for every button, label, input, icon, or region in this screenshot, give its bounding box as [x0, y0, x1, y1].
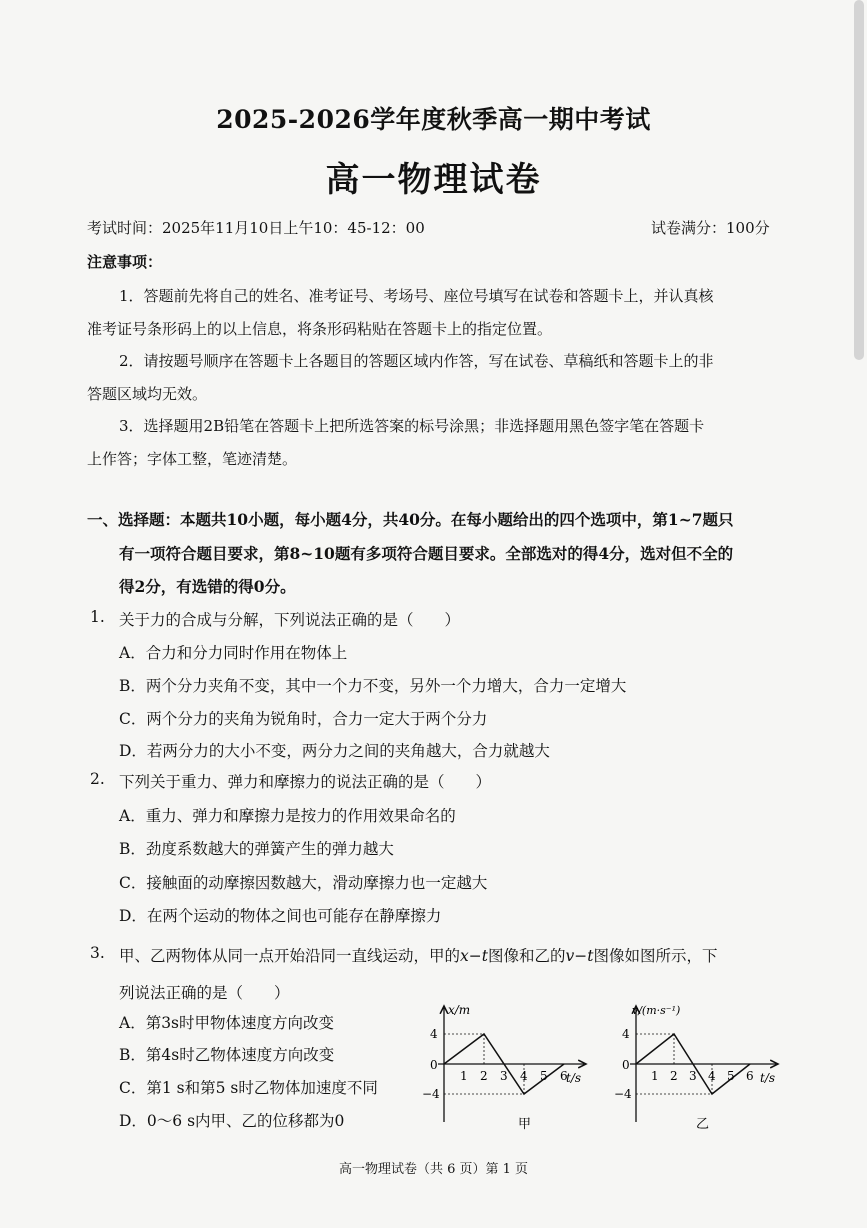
- x-tick-label: 5: [540, 1069, 548, 1083]
- y-tick-label: 4: [622, 1027, 630, 1041]
- note-line: 上作答；字体工整，笔迹清楚。: [87, 450, 298, 468]
- y-tick-label: −4: [614, 1087, 632, 1101]
- option-d: D．若两分力的大小不变，两分力之间的夹角越大，合力就越大: [119, 742, 550, 760]
- graph-yi: [610, 1000, 800, 1135]
- x-tick-label: 1: [460, 1069, 468, 1083]
- x-tick-label: 3: [500, 1069, 508, 1083]
- x-tick-label: 4: [708, 1069, 716, 1083]
- note-line: 2．请按题号顺序在答题卡上各题目的答题区域内作答，写在试卷、草稿纸和答题卡上的非: [119, 352, 714, 370]
- x-tick-label: 4: [520, 1069, 528, 1083]
- option-b: B．两个分力夹角不变，其中一个力不变，另外一个力增大，合力一定增大: [119, 677, 627, 695]
- notes-heading: 注意事项：: [87, 253, 163, 271]
- question-stem: 甲、乙两物体从同一点开始沿同一直线运动，甲的x−t图像和乙的v−t图像如图所示，下: [119, 947, 718, 965]
- x-axis-label: t/s: [566, 1071, 582, 1085]
- full-score: 试卷满分：100分: [651, 219, 770, 237]
- option-b: B．劲度系数越大的弹簧产生的弹力越大: [119, 840, 394, 858]
- question-number: 2.: [90, 770, 105, 788]
- question-stem: 关于力的合成与分解，下列说法正确的是（ ）: [119, 611, 461, 629]
- question-stem: 下列关于重力、弹力和摩擦力的说法正确的是（ ）: [119, 773, 492, 791]
- option-c: C．第1 s和第5 s时乙物体加速度不同: [119, 1079, 378, 1097]
- paper-title: 高一物理试卷: [325, 160, 542, 200]
- y-axis-label: v/(m·s⁻¹): [632, 1004, 681, 1017]
- option-b: B．第4s时乙物体速度方向改变: [119, 1046, 335, 1064]
- question-number: 1.: [90, 608, 105, 626]
- graph-jia: [408, 1000, 598, 1135]
- note-line: 准考证号条形码上的以上信息，将条形码粘贴在答题卡上的指定位置。: [87, 320, 553, 338]
- question-stem-line2: 列说法正确的是（ ）: [119, 984, 290, 1002]
- x-tick-label: 5: [727, 1069, 735, 1083]
- x-tick-label: 2: [480, 1069, 488, 1083]
- x-tick-label: 6: [560, 1069, 568, 1083]
- x-tick-label: 2: [670, 1069, 678, 1083]
- section-line: 有一项符合题目要求，第8~10题有多项符合题目要求。全部选对的得4分，选对但不全的: [119, 544, 734, 563]
- exam-title: 2025-2026学年度秋季高一期中考试: [216, 105, 651, 134]
- option-d: D．在两个运动的物体之间也可能存在静摩擦力: [119, 907, 442, 925]
- y-tick-label: 4: [430, 1027, 438, 1041]
- y-axis-label: x/m: [448, 1003, 471, 1017]
- y-tick-label: −4: [422, 1087, 440, 1101]
- note-line: 答题区域均无效。: [87, 385, 208, 403]
- section-heading: 一、选择题：本题共10小题，每小题4分，共40分。在每小题给出的四个选项中，第1~7题只: [87, 510, 734, 529]
- note-line: 1．答题前先将自己的姓名、准考证号、考场号、座位号填写在试卷和答题卡上，并认真核: [119, 287, 714, 305]
- option-a: A．重力、弹力和摩擦力是按力的作用效果命名的: [119, 807, 456, 825]
- y-tick-label: 0: [430, 1058, 438, 1072]
- x-tick-label: 6: [746, 1069, 754, 1083]
- note-line: 3．选择题用2B铅笔在答题卡上把所选答案的标号涂黑；非选择题用黑色签字笔在答题卡: [119, 417, 705, 435]
- graph-caption: 甲: [518, 1117, 532, 1132]
- y-tick-label: 0: [622, 1058, 630, 1072]
- section-line: 得2分，有选错的得0分。: [119, 577, 296, 596]
- x-axis-label: t/s: [760, 1071, 776, 1085]
- exam-time: 考试时间：2025年11月10日上午10：45-12：00: [87, 219, 425, 237]
- option-a: A．第3s时甲物体速度方向改变: [119, 1014, 335, 1032]
- x-tick-label: 1: [651, 1069, 659, 1083]
- question-number: 3.: [90, 944, 105, 962]
- option-c: C．两个分力的夹角为锐角时，合力一定大于两个分力: [119, 710, 488, 728]
- graph-caption: 乙: [696, 1117, 710, 1132]
- x-tick-label: 3: [689, 1069, 697, 1083]
- option-c: C．接触面的动摩擦因数越大，滑动摩擦力也一定越大: [119, 874, 488, 892]
- option-a: A．合力和分力同时作用在物体上: [119, 644, 348, 662]
- page-footer: 高一物理试卷（共 6 页）第 1 页: [338, 1162, 529, 1177]
- option-d: D．0～6 s内甲、乙的位移都为0: [119, 1112, 345, 1130]
